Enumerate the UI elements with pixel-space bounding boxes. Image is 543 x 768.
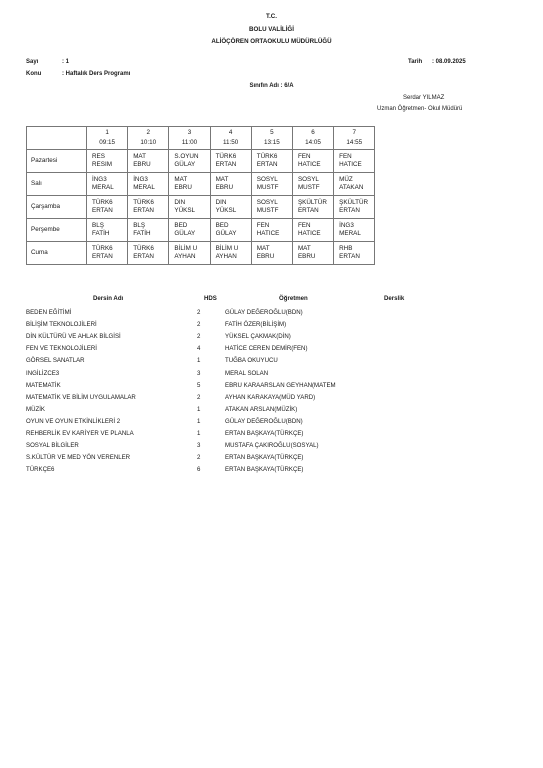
lesson-teacher: ATAKAN ARSLAN(MÜZİK) [225, 405, 298, 413]
schedule-day-row [27, 173, 375, 196]
schedule-cell [169, 196, 210, 219]
day-name: Pazartesi [27, 150, 87, 173]
period-header [292, 127, 333, 150]
lesson-teacher: HATİCE CEREN DEMİR(FEN) [225, 345, 308, 353]
lesson-name: REHBERLİK EV KARİYER VE PLANLA [26, 430, 134, 437]
lesson-name: S.KÜLTÜR VE MED YÖN VERENLER [26, 454, 131, 462]
schedule-body [27, 150, 375, 265]
cell-subject: TÜRK6 [133, 199, 154, 206]
schedule-cell [334, 150, 375, 173]
period-num: 6 [311, 128, 315, 136]
cell-subject: İNG3 [133, 176, 148, 183]
schedule-cell [251, 150, 292, 173]
cell-teacher: ERTAN [133, 207, 154, 214]
konu-label: Konu [26, 71, 42, 77]
cell-teacher: ERTAN [297, 207, 319, 214]
period-num: 1 [105, 128, 109, 136]
lesson-name: BİLİŞİM TEKNOLOJİLERİ [26, 321, 97, 329]
schedule-header-row [27, 127, 375, 150]
col-teacher: Öğretmen [279, 295, 308, 302]
period-header [334, 127, 375, 150]
period-header [251, 127, 292, 150]
header-governorship: BOLU VALİLİĞİ [249, 26, 294, 33]
lesson-hds: 5 [197, 381, 201, 389]
tarih-value: : 08.09.2025 [432, 59, 466, 65]
schedule-cell [210, 150, 251, 173]
cell-teacher: ERTAN [133, 253, 154, 260]
cell-teacher: EBRU [297, 253, 316, 260]
schedule-cell [87, 242, 128, 265]
schedule-cell [334, 196, 375, 219]
cell-subject: TÜRK6 [256, 153, 278, 160]
cell-subject: BLŞ [133, 222, 146, 229]
cell-teacher: MERAL [92, 184, 114, 191]
cell-subject: MAT [133, 153, 147, 160]
schedule-cell [292, 150, 333, 173]
cell-teacher: ERTAN [92, 253, 113, 260]
class-name: Sınıfın Adı : 6/A [249, 83, 294, 89]
cell-teacher: GÜLAY [215, 230, 237, 237]
lesson-teacher: GÜLAY DEĞEROĞLU(BDN) [225, 417, 303, 425]
lesson-hds: 2 [197, 454, 201, 462]
lesson-name: INGİLİZCE3 [26, 369, 60, 377]
cell-subject: İNG3 [92, 176, 107, 183]
lesson-name: OYUN VE OYUN ETKİNLİKLERİ 2 [26, 417, 121, 425]
schedule-day-row [27, 242, 375, 265]
tarih-label: Tarih [408, 59, 423, 65]
schedule-cell [334, 219, 375, 242]
cell-teacher: MUSTF [297, 184, 320, 191]
lesson-hds: 6 [197, 466, 201, 474]
lesson-name: TÜRKÇE6 [26, 466, 55, 474]
schedule-cell [251, 219, 292, 242]
cell-teacher: MERAL [133, 184, 155, 191]
cell-teacher: YÜKSL [215, 207, 237, 214]
cell-subject: MAT [297, 245, 311, 252]
cell-subject: MÜZ [339, 176, 353, 183]
cell-teacher: MUSTF [256, 184, 279, 191]
schedule-cell [128, 242, 169, 265]
cell-teacher: ERTAN [339, 207, 360, 214]
schedule-cell [169, 150, 210, 173]
cell-subject: FEN [256, 222, 270, 229]
period-header [87, 127, 128, 150]
cell-subject: S.OYUN [174, 153, 199, 160]
cell-subject: TÜRK6 [92, 245, 113, 252]
schedule-cell [334, 242, 375, 265]
col-room: Derslik [384, 295, 405, 302]
lesson-hds: 2 [197, 321, 201, 329]
signer-name: Serdar YILMAZ [403, 95, 445, 101]
schedule-cell [169, 173, 210, 196]
lesson-name: MÜZİK [26, 405, 45, 413]
schedule-cell [169, 219, 210, 242]
cell-subject: ŞKÜLTÜR [297, 199, 327, 206]
cell-subject: RHB [339, 245, 353, 252]
day-name: Salı [27, 173, 87, 196]
cell-teacher: HATICE [297, 161, 321, 168]
cell-teacher: GÜLAY [174, 161, 196, 168]
lesson-hds: 2 [197, 309, 201, 316]
cell-teacher: ERTAN [256, 161, 278, 168]
cell-subject: DIN [174, 199, 186, 206]
cell-subject: BLŞ [92, 222, 104, 229]
lesson-name: BEDEN EĞİTİMİ [26, 309, 72, 316]
cell-subject: SOSYL [297, 176, 319, 183]
lesson-name: FEN VE TEKNOLOJİLERİ [26, 345, 98, 353]
schedule-cell [128, 173, 169, 196]
lesson-hds: 1 [197, 405, 201, 413]
cell-teacher: YÜKSL [174, 207, 196, 214]
period-time: 11:50 [223, 139, 239, 146]
cell-teacher: FATİH [133, 230, 151, 237]
cell-teacher: HATICE [339, 161, 362, 168]
col-lesson-name: Dersin Adı [93, 295, 124, 302]
lesson-hds: 3 [197, 369, 201, 377]
schedule-cell [292, 242, 333, 265]
schedule-cell [210, 196, 251, 219]
day-name: Perşembe [27, 219, 87, 242]
signer-title: Uzman Öğretmen- Okul Müdürü [377, 106, 463, 112]
period-num: 2 [146, 128, 151, 136]
cell-subject: ŞKÜLTÜR [339, 199, 369, 206]
schedule-cell [210, 242, 251, 265]
period-time: 10:10 [140, 139, 157, 146]
lesson-hds: 2 [197, 333, 201, 341]
col-hds: HDS [204, 295, 217, 302]
cell-teacher: EBRU [215, 184, 234, 191]
schedule-cell [292, 196, 333, 219]
konu-value: : Haftalık Ders Programı [62, 71, 131, 77]
lesson-hds: 4 [197, 345, 201, 353]
cell-subject: BİLİM U [174, 245, 198, 252]
schedule-cell [87, 150, 128, 173]
period-time: 13:15 [263, 139, 280, 146]
schedule-cell [251, 196, 292, 219]
period-header [169, 127, 210, 150]
schedule-day-row [27, 150, 375, 173]
cell-teacher: ATAKAN [339, 184, 364, 191]
lesson-name: GÖRSEL SANATLAR [26, 357, 85, 365]
cell-subject: RES [92, 153, 105, 160]
lesson-teacher: ERTAN BAŞKAYA(TÜRKÇE) [225, 430, 304, 437]
day-name: Cuma [27, 242, 87, 265]
cell-teacher: EBRU [133, 161, 151, 168]
cell-subject: FEN [297, 222, 311, 229]
schedule-cell [128, 196, 169, 219]
cell-subject: SOSYL [256, 176, 278, 183]
lesson-teacher: AYHAN KARAKAYA(MÜD YARD) [225, 393, 316, 401]
cell-teacher: RESIM [92, 161, 112, 168]
lesson-teacher: TUĞBA OKUYUCU [225, 357, 278, 365]
period-num: 3 [187, 128, 192, 136]
schedule-cell [251, 242, 292, 265]
lesson-hds: 1 [197, 417, 201, 425]
lesson-teacher: GÜLAY DEĞEROĞLU(BDN) [225, 309, 303, 316]
lesson-teacher: EBRU KARAARSLAN GEYHAN(MATEM [225, 381, 336, 389]
header-school: ALİÖÇÖREN ORTAOKULU MÜDÜRLÜĞÜ [211, 38, 332, 45]
cell-teacher: MUSTF [256, 207, 279, 214]
cell-teacher: EBRU [174, 184, 192, 191]
cell-subject: İNG3 [339, 222, 354, 229]
cell-subject: MAT [174, 176, 188, 183]
cell-teacher: ERTAN [339, 253, 360, 260]
cell-subject: TÜRK6 [133, 245, 154, 252]
cell-teacher: AYHAN [174, 253, 196, 260]
lesson-teacher: ERTAN BAŞKAYA(TÜRKÇE) [225, 454, 304, 462]
lesson-teacher: MUSTAFA ÇAKIROĞLU(SOSYAL) [225, 442, 319, 450]
period-time: 09:15 [99, 139, 115, 146]
cell-subject: SOSYL [256, 199, 278, 206]
cell-teacher: ERTAN [92, 207, 113, 214]
cell-subject: FEN [339, 153, 352, 160]
cell-subject: BED [174, 222, 188, 229]
cell-teacher: MERAL [339, 230, 361, 237]
lesson-name: MATEMATİK VE BİLİM UYGULAMALAR [26, 393, 136, 401]
schedule-cell [210, 173, 251, 196]
lesson-hds: 3 [197, 442, 201, 450]
period-time: 11:00 [181, 139, 198, 146]
cell-subject: BED [215, 222, 229, 229]
cell-teacher: GÜLAY [174, 230, 196, 237]
cell-teacher: HATICE [256, 230, 280, 237]
schedule-table [26, 126, 375, 265]
schedule-cell [87, 219, 128, 242]
lesson-name: DİN KÜLTÜRÜ VE AHLAK BİLGİSİ [26, 333, 121, 341]
schedule-day-row [27, 196, 375, 219]
cell-subject: TÜRK6 [215, 153, 237, 160]
schedule-cell [87, 196, 128, 219]
schedule-day-row [27, 219, 375, 242]
lesson-teacher: FATİH ÖZER(BİLİŞİM) [225, 321, 287, 329]
lesson-hds: 1 [197, 357, 201, 365]
schedule-cell [292, 173, 333, 196]
lesson-teacher: ERTAN BAŞKAYA(TÜRKÇE) [225, 466, 304, 474]
cell-teacher: FATİH [92, 230, 110, 237]
schedule-cell [251, 173, 292, 196]
lesson-hds: 1 [197, 430, 201, 437]
sayi-value: : 1 [62, 59, 70, 65]
cell-subject: TÜRK6 [92, 199, 113, 206]
sayi-label: Sayı [26, 59, 39, 65]
cell-subject: FEN [297, 153, 311, 160]
period-num: 7 [352, 128, 356, 136]
lesson-hds: 2 [197, 393, 201, 401]
cell-teacher: AYHAN [215, 253, 237, 260]
cell-subject: MAT [215, 176, 229, 183]
period-header [128, 127, 169, 150]
schedule-cell [128, 150, 169, 173]
period-num: 5 [270, 128, 274, 136]
lesson-name: SOSYAL BİLGİLER [26, 442, 79, 450]
period-header [210, 127, 251, 150]
period-time: 14:05 [305, 139, 321, 146]
header-tc: T.C. [266, 13, 277, 20]
schedule-corner [27, 127, 87, 150]
cell-subject: MAT [256, 245, 270, 252]
schedule-cell [292, 219, 333, 242]
cell-teacher: EBRU [256, 253, 275, 260]
schedule-cell [210, 219, 251, 242]
lesson-teacher: MERAL SOLAN [225, 369, 269, 377]
period-num: 4 [228, 128, 233, 136]
cell-teacher: HATICE [297, 230, 321, 237]
cell-teacher: ERTAN [215, 161, 237, 168]
day-name: Çarşamba [27, 196, 87, 219]
schedule-cell [128, 219, 169, 242]
lesson-teacher: YÜKSEL ÇAKMAK(DİN) [225, 333, 291, 341]
schedule-cell [169, 242, 210, 265]
cell-subject: BİLİM U [215, 245, 239, 252]
schedule-cell [87, 173, 128, 196]
cell-subject: DIN [215, 199, 227, 206]
period-time: 14:55 [346, 139, 363, 146]
lesson-name: MATEMATİK [26, 381, 61, 389]
schedule-cell [334, 173, 375, 196]
